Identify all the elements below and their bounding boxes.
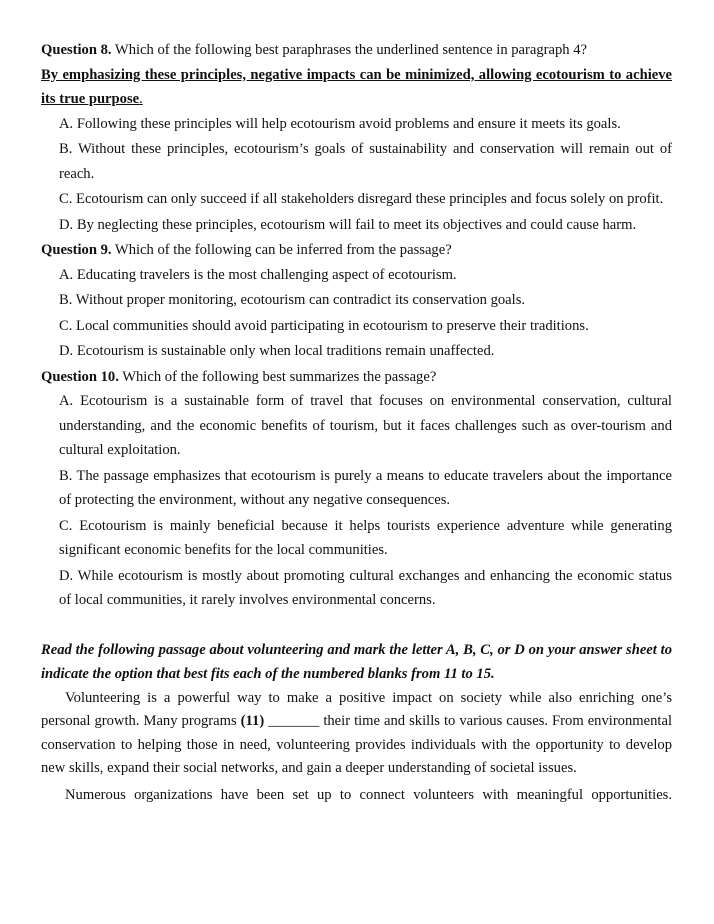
question-9 <box>41 238 672 263</box>
option-9c: C. Local communities should avoid participating in ecotourism to preserve their traditions. <box>59 317 589 334</box>
option-8b: B. Without these principles, ecotourism’s goals of sustainability and conservation will remain out of reach. <box>59 141 672 182</box>
passage-paragraph-2: Numerous organizations have been set up to connect volunteers with meaningful opportunities. <box>65 786 672 803</box>
blank-11: _______ <box>264 713 324 730</box>
option-10c: C. Ecotourism is mainly beneficial because it helps tourists experience adventure while generating significant economic benefits for the local communities. <box>59 517 672 558</box>
question-stem: Which of the following can be inferred from the passage? <box>111 242 452 258</box>
section-spacer <box>41 614 672 638</box>
document-page <box>41 38 672 807</box>
option-9b: B. Without proper monitoring, ecotourism can contradict its conservation goals. <box>59 292 526 308</box>
question-number: Question 9. <box>41 242 112 258</box>
option-8d: D. By neglecting these principles, ecotourism will fail to meet its objectives and could cause harm. <box>59 216 637 233</box>
option-8a: A. Following these principles will help ecotourism avoid problems and ensure it meets its goals. <box>59 115 621 132</box>
option-10b: B. The passage emphasizes that ecotourism is purely a means to educate travelers about the importance of protecting the environment, without any negative consequences. <box>59 467 672 508</box>
question-8 <box>41 38 672 63</box>
passage-instruction: Read the following passage about volunteering and mark the letter A, B, C, or D on your answer sheet to indicate the option that best fits each of the numbered blanks from 11 to 15. <box>41 641 672 682</box>
question-number: Question 10. <box>41 368 119 385</box>
option-9a: A. Educating travelers is the most challenging aspect of ecotourism. <box>59 266 457 283</box>
passage-paragraph-1: Volunteering is a powerful way to make a positive impact on society while also enriching one’s personal growth. Many programs (11) _______ their time and skills to various causes. From environmental conservation to helping those in need, volunteering provides individuals with the opportunity to develop new skills, expand their social networks, and gain a deeper understanding of societal issues. <box>41 689 672 777</box>
question-number: Question 8. <box>41 42 112 58</box>
option-9d: D. Ecotourism is sustainable only when local traditions remain unaffected. <box>59 343 495 359</box>
question-stem: Which of the following best summarizes the passage? <box>118 368 437 385</box>
option-8c: C. Ecotourism can only succeed if all stakeholders disregard these principles and focus solely on profit. <box>59 191 664 207</box>
option-10a: A. Ecotourism is a sustainable form of travel that focuses on environmental conservation, cultural understanding, and the economic benefits of tourism, but it faces challenges such as over-tourism and cultural exploitation. <box>59 393 672 458</box>
underlined-sentence: By emphasizing these principles, negative impacts can be minimized, allowing ecotourism to achieve its true purpose. <box>41 66 672 107</box>
blank-11-number: (11) <box>240 713 265 730</box>
question-stem: Which of the following best paraphrases the underlined sentence in paragraph 4? <box>111 42 588 58</box>
question-10 <box>41 365 672 390</box>
option-10d: D. While ecotourism is mostly about promoting cultural exchanges and enhancing the economic status of local communities, it rarely involves environmental concerns. <box>59 567 672 608</box>
